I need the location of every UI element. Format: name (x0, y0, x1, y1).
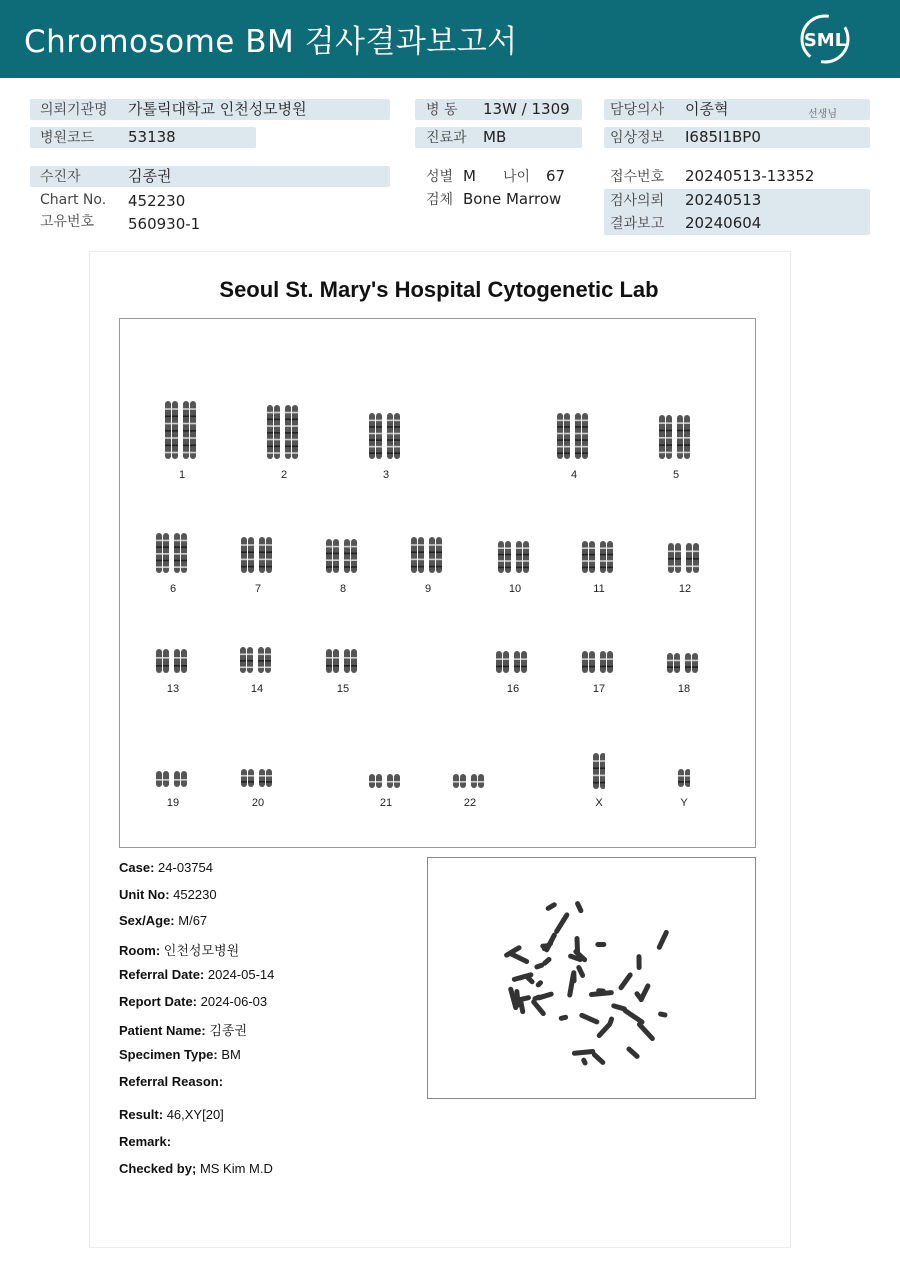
clinical-value: I685I1BP0 (685, 128, 761, 146)
chromosome-label-17: 17 (592, 683, 606, 695)
doctor-label: 담당의사 (610, 102, 665, 118)
sex-label: 성별 (426, 169, 454, 185)
metaphase-chromosome (580, 1057, 588, 1066)
request-value: 20240513 (685, 191, 762, 209)
report-date-row (119, 994, 267, 1009)
chromosome-label-21: 21 (379, 797, 393, 809)
chromosome-label-2: 2 (280, 469, 288, 481)
metaphase-chromosome (558, 1014, 568, 1021)
chromosome-pair-16 (496, 651, 530, 673)
chromosome-pair-22 (453, 773, 487, 787)
report-date-value: 2024-06-03 (200, 994, 268, 1009)
patient-label: 수진자 (40, 169, 81, 185)
chromosome-pair-y (678, 769, 690, 787)
hospital-code-label: 병원코드 (40, 130, 95, 146)
report-header (0, 0, 900, 78)
report-date-header-value: 20240604 (685, 214, 762, 232)
chromosome-label-13: 13 (166, 683, 180, 695)
sml-logo (798, 12, 854, 66)
doctor-value: 이종혁 (685, 100, 729, 118)
specimen-label: 검체 (426, 192, 454, 208)
referral-reason-label: Referral Reason: (119, 1074, 224, 1089)
result-label: Result: (119, 1107, 164, 1122)
sexage-label: Sex/Age: (119, 913, 175, 928)
metaphase-chromosome (536, 991, 554, 1001)
chromosome-pair-7 (241, 537, 275, 573)
room-row (119, 940, 239, 959)
patient-name-value: 김종권 (209, 1023, 248, 1038)
metaphase-chromosome (574, 936, 580, 954)
chromosome-pair-x (593, 753, 605, 789)
room-label: Room: (119, 943, 161, 958)
metaphase-chromosome (611, 1003, 628, 1012)
metaphase-image (427, 857, 756, 1099)
metaphase-chromosome (625, 1045, 640, 1059)
unit-value: 452230 (173, 887, 217, 902)
specimen-type-label: Specimen Type: (119, 1047, 218, 1062)
chromosome-pair-6 (156, 533, 190, 573)
chromosome-pair-19 (156, 771, 190, 787)
chromosome-pair-17 (582, 651, 616, 673)
remark-row (119, 1134, 171, 1149)
sex-value: M (463, 167, 476, 185)
chromosome-pair-15 (326, 649, 360, 673)
report-date-label: Report Date: (119, 994, 198, 1009)
chromosome-pair-13 (156, 649, 190, 673)
chromosome-label-9: 9 (424, 583, 432, 595)
unit-row (119, 887, 217, 902)
age-label: 나이 (503, 169, 531, 185)
metaphase-chromosome (545, 901, 558, 911)
metaphase-chromosome (575, 964, 586, 979)
chromosome-label-x: X (595, 797, 603, 809)
age-value: 67 (546, 167, 566, 185)
specimen-type-value: BM (221, 1047, 241, 1062)
metaphase-chromosome (658, 1011, 668, 1018)
chromosome-label-8: 8 (339, 583, 347, 595)
checked-row (119, 1161, 273, 1176)
referral-date-value: 2024-05-14 (207, 967, 275, 982)
chromosome-pair-4 (557, 413, 591, 459)
metaphase-chromosome (579, 1012, 601, 1025)
chromosome-pair-21 (369, 773, 403, 787)
chromosome-label-4: 4 (570, 469, 578, 481)
metaphase-chromosome (543, 932, 557, 954)
chromosome-pair-8 (326, 539, 360, 573)
chromosome-label-19: 19 (166, 797, 180, 809)
metaphase-spread (428, 858, 755, 1098)
metaphase-chromosome (530, 998, 547, 1017)
chromosome-label-10: 10 (508, 583, 522, 595)
chromosome-pair-10 (498, 541, 532, 573)
chromosome-label-22: 22 (463, 797, 477, 809)
room-value: 인천성모병원 (163, 943, 240, 958)
unit-label: Unit No: (119, 887, 170, 902)
metaphase-chromosome (574, 900, 584, 914)
chromosome-label-1: 1 (178, 469, 186, 481)
chart-value: 452230 (128, 192, 186, 210)
chromosome-label-11: 11 (593, 583, 605, 595)
doctor-suffix: 선생님 (808, 109, 837, 120)
id-value: 560930-1 (128, 215, 201, 233)
chromosome-label-6: 6 (169, 583, 177, 595)
result-row (119, 1107, 224, 1122)
chromosome-pair-1 (165, 401, 199, 459)
sexage-value: M/67 (178, 913, 208, 928)
metaphase-chromosome (596, 988, 606, 994)
karyogram-panel (119, 318, 756, 848)
chromosome-pair-9 (411, 537, 445, 573)
ward-value: 13W / 1309 (483, 100, 570, 118)
request-label: 검사의뢰 (610, 193, 665, 209)
remark-label: Remark: (119, 1134, 172, 1149)
referral-date-row (119, 967, 274, 982)
chromosome-label-5: 5 (672, 469, 680, 481)
case-row (119, 860, 213, 875)
report-date-header-label: 결과보고 (610, 216, 665, 232)
patient-value: 김종권 (128, 167, 172, 185)
chromosome-pair-3 (369, 413, 403, 459)
hospital-value: 가톨릭대학교 인천성모병원 (128, 100, 307, 118)
report-title: Chromosome BM 검사결과보고서 (24, 24, 518, 60)
chromosome-pair-18 (667, 653, 701, 673)
chromosome-pair-11 (582, 541, 616, 573)
chromosome-label-y: Y (680, 797, 688, 809)
result-value: 46,XY[20] (166, 1107, 224, 1122)
metaphase-chromosome (553, 911, 570, 934)
hospital-label: 의뢰기관명 (40, 102, 108, 118)
patient-bar (30, 166, 390, 187)
chromosome-label-14: 14 (250, 683, 264, 695)
chromosome-pair-12 (668, 543, 702, 573)
dept-value: MB (483, 128, 507, 146)
metaphase-chromosome (656, 929, 670, 951)
chromosome-pair-2 (267, 405, 301, 459)
dept-label: 진료과 (426, 130, 467, 146)
ward-label: 병 동 (426, 102, 458, 118)
specimen-type-row (119, 1047, 241, 1062)
sml-logo-text: SML (803, 30, 847, 51)
referral-reason-row (119, 1074, 223, 1089)
chromosome-label-7: 7 (254, 583, 262, 595)
chromosome-label-3: 3 (382, 469, 390, 481)
chromosome-label-18: 18 (677, 683, 691, 695)
patient-name-label: Patient Name: (119, 1023, 206, 1038)
case-value: 24-03754 (158, 860, 213, 875)
metaphase-chromosome (636, 1021, 656, 1042)
chromosome-pair-14 (240, 647, 274, 673)
clinical-label: 임상정보 (610, 130, 665, 146)
sexage-row (119, 913, 207, 928)
chromosome-label-12: 12 (678, 583, 692, 595)
case-label: Case: (119, 860, 155, 875)
specimen-value: Bone Marrow (463, 190, 562, 208)
receipt-label: 접수번호 (610, 169, 665, 185)
metaphase-chromosome (636, 954, 641, 970)
hospital-code-value: 53138 (128, 128, 176, 146)
chromosome-label-15: 15 (336, 683, 350, 695)
patient-name-row (119, 1020, 247, 1039)
checked-value: MS Kim M.D (199, 1161, 273, 1176)
metaphase-chromosome (535, 979, 544, 988)
metaphase-chromosome (595, 942, 606, 947)
chromosome-pair-20 (241, 769, 275, 787)
checked-label: Checked by; (119, 1161, 197, 1176)
receipt-value: 20240513-13352 (685, 167, 815, 185)
chromosome-label-16: 16 (506, 683, 520, 695)
id-label: 고유번호 (40, 214, 95, 230)
chromosome-label-20: 20 (251, 797, 265, 809)
lab-title: Seoul St. Mary's Hospital Cytogenetic Lab (219, 277, 659, 302)
metaphase-chromosome (567, 972, 576, 998)
chromosome-pair-5 (659, 415, 693, 459)
metaphase-chromosome (540, 943, 550, 948)
chart-label: Chart No. (40, 192, 107, 208)
metaphase-chromosome (534, 962, 545, 970)
metaphase-chromosome (618, 971, 634, 991)
referral-date-label: Referral Date: (119, 967, 205, 982)
